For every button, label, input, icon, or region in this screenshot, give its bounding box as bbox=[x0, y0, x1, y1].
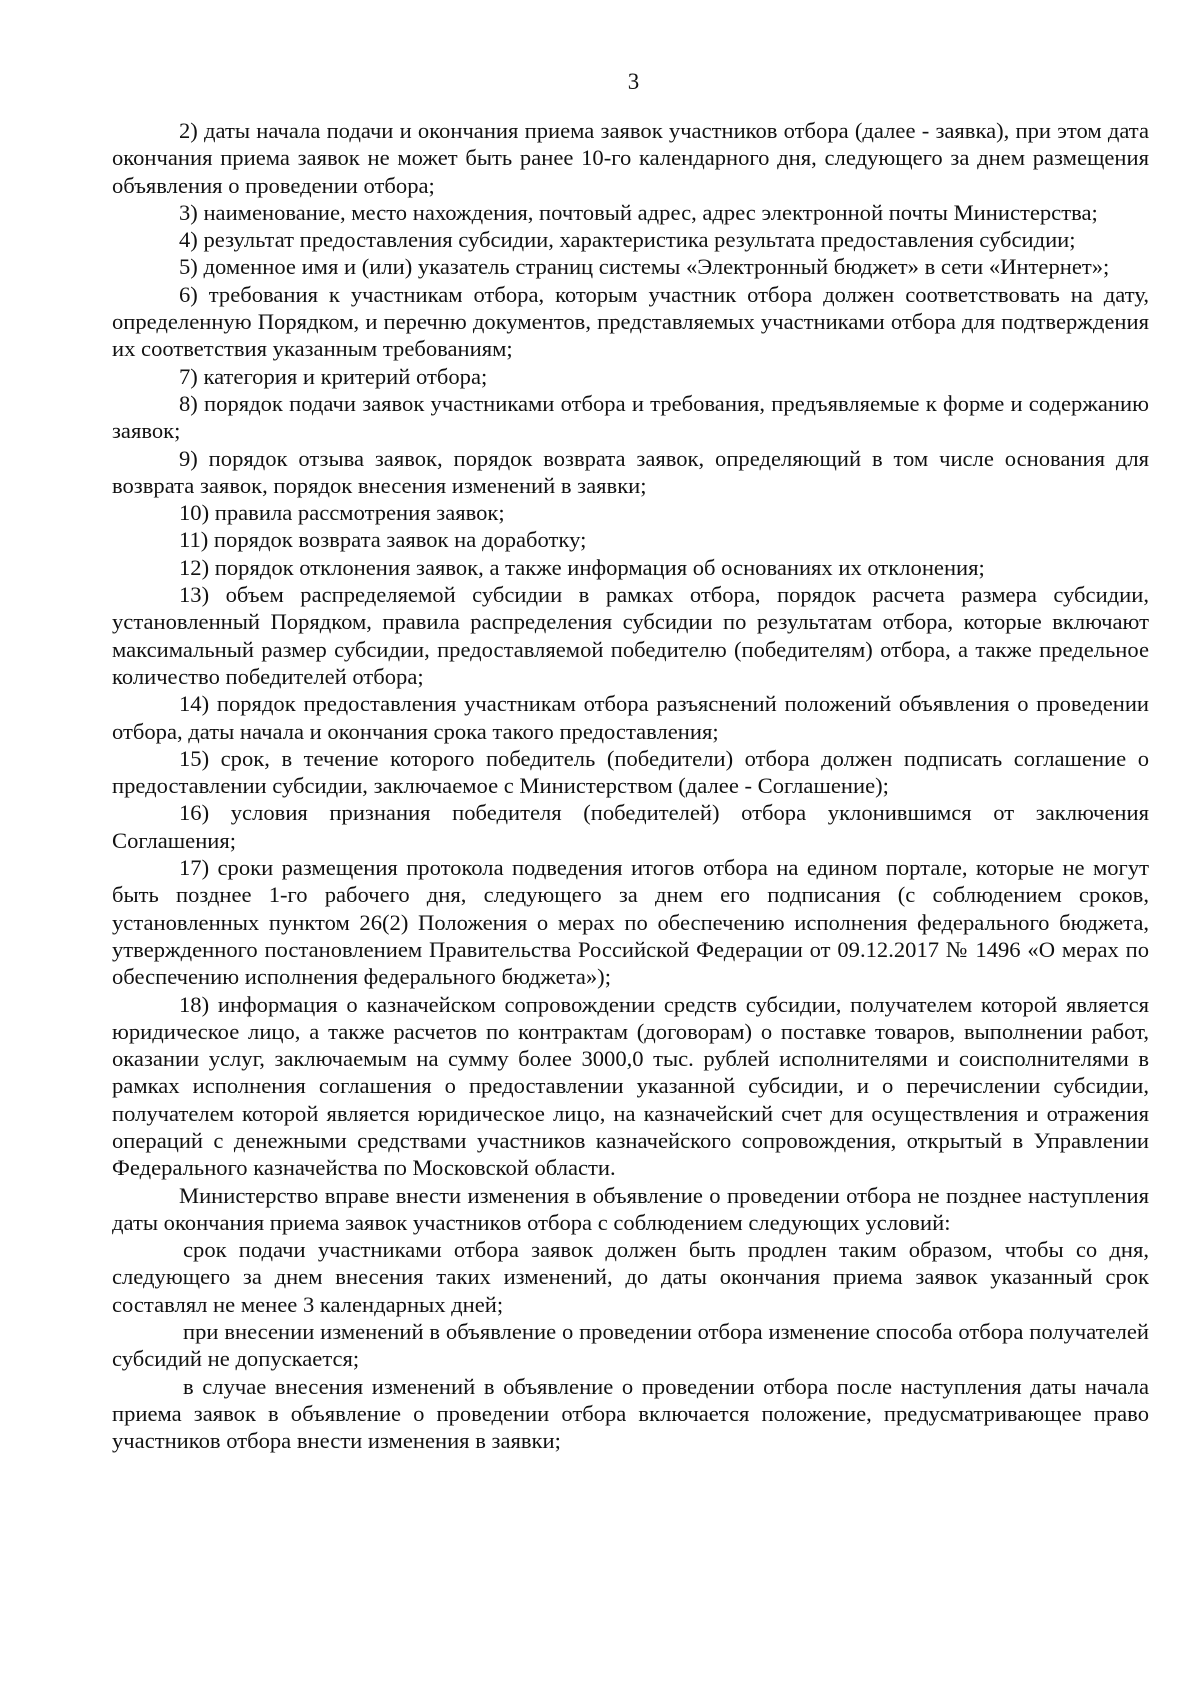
paragraph-item-15: 15) срок, в течение которого победитель (победители) отбора должен подписать соглашение о предоставлении субсидии, заключаемое с Министерством (далее - Соглашение); bbox=[112, 745, 1149, 799]
paragraph-item-11: 11) порядок возврата заявок на доработку; bbox=[179, 527, 587, 553]
paragraph-item-10: 10) правила рассмотрения заявок; bbox=[179, 500, 505, 526]
paragraph-amendment-rights: Министерство вправе внести изменения в объявление о проведении отбора не позднее наступления даты окончания приема заявок участников отбора с соблюдением следующих условий: bbox=[112, 1182, 1149, 1235]
paragraph-item-4: 4) результат предоставления субсидии, характеристика результата предоставления субсидии; bbox=[179, 227, 1076, 253]
paragraph-item-12: 12) порядок отклонения заявок, а также информация об основаниях их отклонения; bbox=[179, 554, 985, 580]
paragraph-item-17: 17) сроки размещения протокола подведения итогов отбора на едином портале, которые не могут быть позднее 1-го рабочего дня, следующего за днем его подписания (с соблюдением сроков, установленных пунктом 26(2) Положения о мерах по обеспечению исполнения федерального бюджета, утвержденного постановлением Правительства Российской Федерации от 09.12.2017 № 1496 «О мерах по обеспечению исполнения федерального бюджета»); bbox=[112, 855, 1149, 990]
paragraph-item-2: 2) даты начала подачи и окончания приема заявок участников отбора (далее - заявка), при этом дата окончания приема заявок не может быть ранее 10-го календарного дня, следующего за днем размещения объявления о проведении отбора; bbox=[112, 118, 1149, 198]
paragraph-condition-changes: в случае внесения изменений в объявление о проведении отбора после наступления даты начала приема заявок в объявление о проведении отбора включается положение, предусматривающее право участников отбора внести изменения в заявки; bbox=[112, 1373, 1149, 1454]
paragraph-item-3: 3) наименование, место нахождения, почтовый адрес, адрес электронной почты Министерства; bbox=[179, 199, 1098, 225]
paragraph-condition-method: при внесении изменений в объявление о проведении отбора изменение способа отбора получателей субсидий не допускается; bbox=[112, 1319, 1149, 1372]
page-number: 3 bbox=[627, 69, 640, 94]
paragraph-item-18: 18) информация о казначейском сопровождении средств субсидии, получателем которой является юридическое лицо, а также расчетов по контрактам (договорам) о поставке товаров, выполнении работ, оказании услуг, заключаемым на сумму более 3000,0 тыс. рублей исполнителями и соисполнителями в рамках исполнения соглашения о предоставлении указанной субсидии, и о перечислении субсидии, получателем которой является юридическое лицо, на казначейский счет для осуществления и отражения операций с денежными средствами участников казначейского сопровождения, открытый в Управлении Федерального казначейства по Московской области. bbox=[112, 991, 1149, 1181]
paragraph-item-8: 8) порядок подачи заявок участниками отбора и требования, предъявляемые к форме и содержанию заявок; bbox=[112, 390, 1149, 444]
paragraph-item-14: 14) порядок предоставления участникам отбора разъяснений положений объявления о проведении отбора, даты начала и окончания срока такого предоставления; bbox=[112, 691, 1149, 744]
paragraph-item-16: 16) условия признания победителя (победителей) отбора уклонившимся от заключения Соглашения; bbox=[112, 800, 1149, 853]
paragraph-condition-deadline: срок подачи участниками отбора заявок должен быть продлен таким образом, чтобы со дня, следующего за днем внесения таких изменений, до даты окончания приема заявок указанный срок составлял не менее 3 календарных дней; bbox=[112, 1237, 1149, 1317]
paragraph-item-9: 9) порядок отзыва заявок, порядок возврата заявок, определяющий в том числе основания для возврата заявок, порядок внесения изменений в заявки; bbox=[112, 445, 1149, 498]
paragraph-item-6: 6) требования к участникам отбора, которым участник отбора должен соответствовать на дату, определенную Порядком, и перечню документов, представляемых участниками отбора для подтверждения их соответствия указанным требованиям; bbox=[112, 281, 1149, 362]
paragraph-item-13: 13) объем распределяемой субсидии в рамках отбора, порядок расчета размера субсидии, установленный Порядком, правила распределения субсидии по результатам отбора, которые включают максимальный размер субсидии, предоставляемой победителю (победителям) отбора, а также предельное количество победителей отбора; bbox=[112, 582, 1149, 689]
paragraph-item-5: 5) доменное имя и (или) указатель страниц системы «Электронный бюджет» в сети «Интернет»; bbox=[179, 254, 1110, 280]
document-body bbox=[112, 117, 1149, 1455]
paragraph-item-7: 7) категория и критерий отбора; bbox=[179, 363, 488, 389]
